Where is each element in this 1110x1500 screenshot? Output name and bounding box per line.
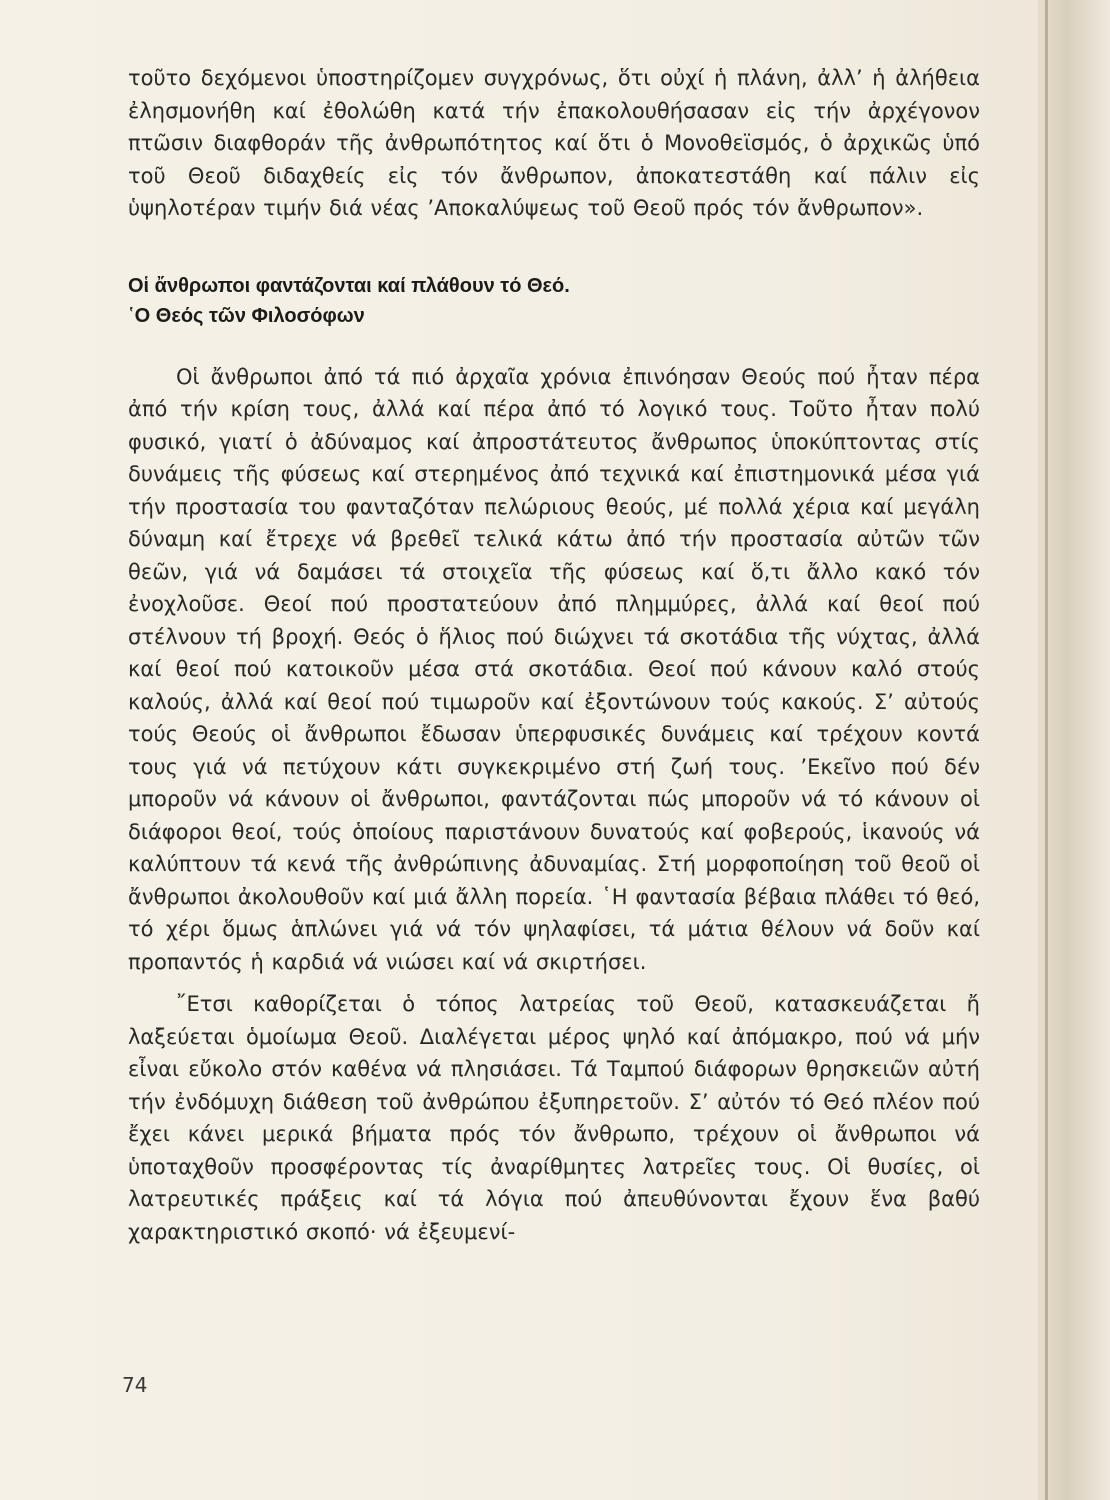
page-gutter-shadow (1038, 0, 1110, 1500)
body-paragraph-2: ῎Ετσι καθορίζεται ὁ τόπος λατρείας τοῦ Θεοῦ, κατασκευάζεται ἤ λαξεύεται ὁμοίωμα Θεοῦ. Διαλέγεται μέρος ψηλό καί ἀπόμακρο, πού νά μήν εἶναι εὔκολο στόν καθένα νά πλησιάσει. Τά Ταμπού διάφορων θρησκειῶν αὐτή τήν ἐνδόμυχη διάθεση τοῦ ἀνθρώπου ἐξυπηρετοῦν. Σ’ αὐτόν τό Θεό πλέον πού ἔχει κάνει μερικά βήματα πρός τόν ἄνθρωπο, τρέχουν οἱ ἄνθρωποι νά ὑποταχθοῦν προσφέροντας τίς ἀναρίθμητες λατρεῖες τους. Οἱ θυσίες, οἱ λατρευτικές πράξεις καί τά λόγια πού ἀπευθύνονται ἔχουν ἕνα βαθύ χαρακτηριστικό σκοπό· νά ἐξευμενί- (128, 992, 980, 1244)
page-edge-line (1045, 0, 1048, 1500)
body-paragraph-1: Οἱ ἄνθρωποι ἀπό τά πιό ἀρχαῖα χρόνια ἐπινόησαν Θεούς πού ἦταν πέρα ἀπό τήν κρίση τους, ἀλλά καί πέρα ἀπό τό λογικό τους. Τοῦτο ἦταν πολύ φυσικό, γιατί ὁ ἀδύναμος καί ἀπροστάτευτος ἄνθρωπος ὑποκύπτοντας στίς δυνάμεις τῆς φύσεως καί στερημένος ἀπό τεχνικά καί ἐπιστημονικά μέσα γιά τήν προστασία του φανταζόταν πελώριους θεούς, μέ πολλά χέρια καί μεγάλη δύναμη καί ἔτρεχε νά βρεθεῖ τελικά κάτω ἀπό τήν προστασία αὐτῶν τῶν θεῶν, γιά νά δαμάσει τά στοιχεῖα τῆς φύσεως καί ὅ,τι ἄλλο κακό τόν ἐνοχλοῦσε. Θεοί πού προστατεύουν ἀπό πλημμύρες, ἀλλά καί θεοί πού στέλνουν τή βροχή. Θεός ὁ ἥλιος πού διώχνει τά σκοτάδια τῆς νύχτας, ἀλλά καί θεοί πού κατοικοῦν μέσα στά σκοτάδια. Θεοί πού κάνουν καλό στούς καλούς, ἀλλά καί θεοί πού τιμωροῦν καί ἐξοντώνουν τούς κακούς. Σ’ αὐτούς τούς Θεούς οἱ ἄνθρωποι ἔδωσαν ὑπερφυσικές δυνάμεις καί τρέχουν κοντά τους γιά νά πετύχουν κάτι συγκεκριμένο στή ζωή τους. ’Εκεῖνο πού δέν μποροῦν νά κάνουν οἱ ἄνθρωποι, φαντάζονται πώς μποροῦν νά τό κάνουν οἱ διάφοροι θεοί, τούς ὁποίους παριστάνουν δυνατούς καί φοβερούς, ἱκανούς νά καλύπτουν τά κενά τῆς ἀνθρώπινης ἀδυναμίας. Στή μορφοποίηση τοῦ θεοῦ οἱ ἄνθρωποι ἀκολουθοῦν καί μιά ἄλλη πορεία. ῾Η φαντασία βέβαια πλάθει τό θεό, τό χέρι ὅμως ἁπλώνει γιά νά τόν ψηλαφίσει, τά μάτια θέλουν νά δοῦν καί προπαντός ἡ καρδιά νά νιώσει καί νά σκιρτήσει. (128, 364, 980, 974)
section-heading-line-2: ῾Ο Θεός τῶν Φιλοσόφων (128, 304, 365, 327)
page-number: 74 (122, 1373, 148, 1397)
section-heading-line-1: Οἱ ἄνθρωποι φαντάζονται καί πλάθουν τό Θεό. (128, 274, 570, 297)
opening-paragraph: τοῦτο δεχόμενοι ὑποστηρίζομεν συγχρόνως, ὅτι οὐχί ἡ πλάνη, ἀλλ’ ἡ ἀλήθεια ἐλησμονήθη καί ἐθολώθη κατά τήν ἐπακολουθήσασαν εἰς τήν ἀρχέγονον πτῶσιν διαφθοράν τῆς ἀνθρωπότητος καί ὅτι ὁ Μονοθεϊσμός, ὁ ἀρχικῶς ὑπό τοῦ Θεοῦ διδαχθείς εἰς τόν ἄνθρωπον, ἀποκατεστάθη καί πάλιν εἰς ὑψηλοτέραν τιμήν διά νέας ’Αποκαλύψεως τοῦ Θεοῦ πρός τόν ἄνθρωπον». (128, 66, 980, 220)
section-heading (128, 271, 980, 331)
text-column (128, 62, 980, 1248)
